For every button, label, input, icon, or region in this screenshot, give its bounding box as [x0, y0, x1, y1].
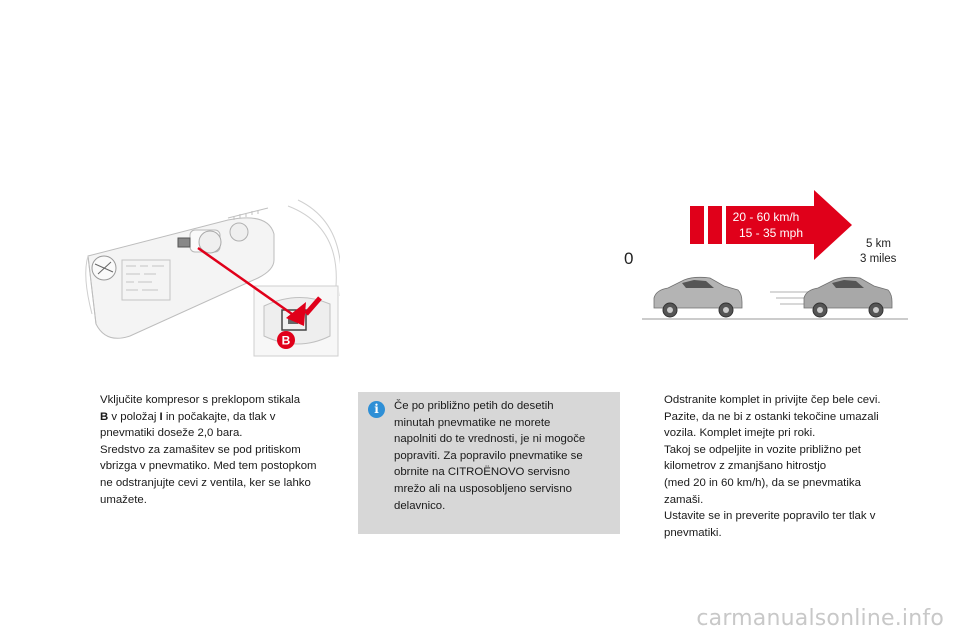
text-line: minutah pnevmatike ne morete: [394, 416, 551, 429]
speed-mph: 15 - 35 mph: [738, 226, 804, 240]
text-line: Ustavite se in preverite popravilo ter tlak v: [664, 510, 876, 523]
info-box: [358, 392, 620, 534]
car-start: [654, 277, 742, 317]
text-line: zamaši.: [664, 493, 704, 506]
bullet-step-check: [642, 508, 914, 541]
switch-b-label: B: [100, 410, 109, 423]
speed-bar-1: [690, 206, 704, 244]
text-line: kilometrov z zmanjšano hitrostjo: [664, 460, 827, 473]
bullet-arrow-icon: [642, 508, 664, 541]
bullet-arrow-icon: [642, 392, 664, 442]
info-icon: i: [368, 401, 385, 418]
text-line: umažete.: [100, 493, 147, 506]
text-line: popraviti. Za popravilo pnevmatike se: [394, 449, 583, 462]
distance-miles: 3 miles: [860, 253, 897, 265]
text-line: napolniti do te vrednosti, je ni mogoče: [394, 433, 586, 446]
text-line: vbrizga v pnevmatiko. Med tem postopkom: [100, 460, 317, 473]
right-column: [642, 392, 914, 541]
bullet-arrow-icon: [642, 442, 664, 508]
text-line: mrežo ali na usposobljeno servisno: [394, 482, 572, 495]
bullet-step-drive: [642, 442, 914, 508]
text-line: delavnico.: [394, 499, 446, 512]
bullet-step-remove-kit: [642, 392, 914, 442]
text-line: Takoj se odpeljite in vozite približno pet: [664, 443, 861, 456]
text-line: Če po približno petih do desetih: [394, 400, 554, 412]
text-line: Pazite, da ne bi z ostanki tekočine umazali: [664, 410, 879, 423]
speed-bar-2: [708, 206, 722, 244]
text-line: obrnite na CITROËNOVO servisno: [394, 466, 570, 479]
text-line: B v položaj I in počakajte, da tlak v: [100, 410, 276, 423]
bullet-step-compressor: [78, 392, 340, 508]
text-line: ne odstranjujte cevi z ventila, ker se lahko: [100, 476, 311, 489]
text-line: pnevmatiki.: [664, 526, 722, 539]
position-i-label: I: [159, 410, 163, 423]
left-column: [78, 392, 340, 508]
text-line: Odstranite komplet in privijte čep bele cevi.: [664, 394, 881, 406]
bullet-arrow-icon: [78, 392, 100, 508]
speed-kmh: 20 - 60 km/h: [732, 210, 800, 224]
distance-km: 5 km: [866, 238, 891, 250]
text-line: Sredstvo za zamašitev se pod pritiskom: [100, 443, 301, 456]
start-label: 0: [624, 249, 634, 268]
text-line: vozila. Komplet imejte pri roki.: [664, 427, 816, 440]
text-line: Vključite kompresor s preklopom stikala: [100, 394, 301, 406]
compressor-illustration: [78, 186, 340, 358]
text-line: pnevmatiki doseže 2,0 bara.: [100, 427, 243, 440]
car-moving: [804, 277, 892, 317]
label-b: B: [281, 333, 291, 348]
text-line: (med 20 in 60 km/h), da se pnevmatika: [664, 476, 861, 489]
watermark: carmanualsonline.info: [696, 606, 944, 631]
driving-illustration: [620, 186, 912, 322]
speed-arrow: [726, 190, 852, 260]
